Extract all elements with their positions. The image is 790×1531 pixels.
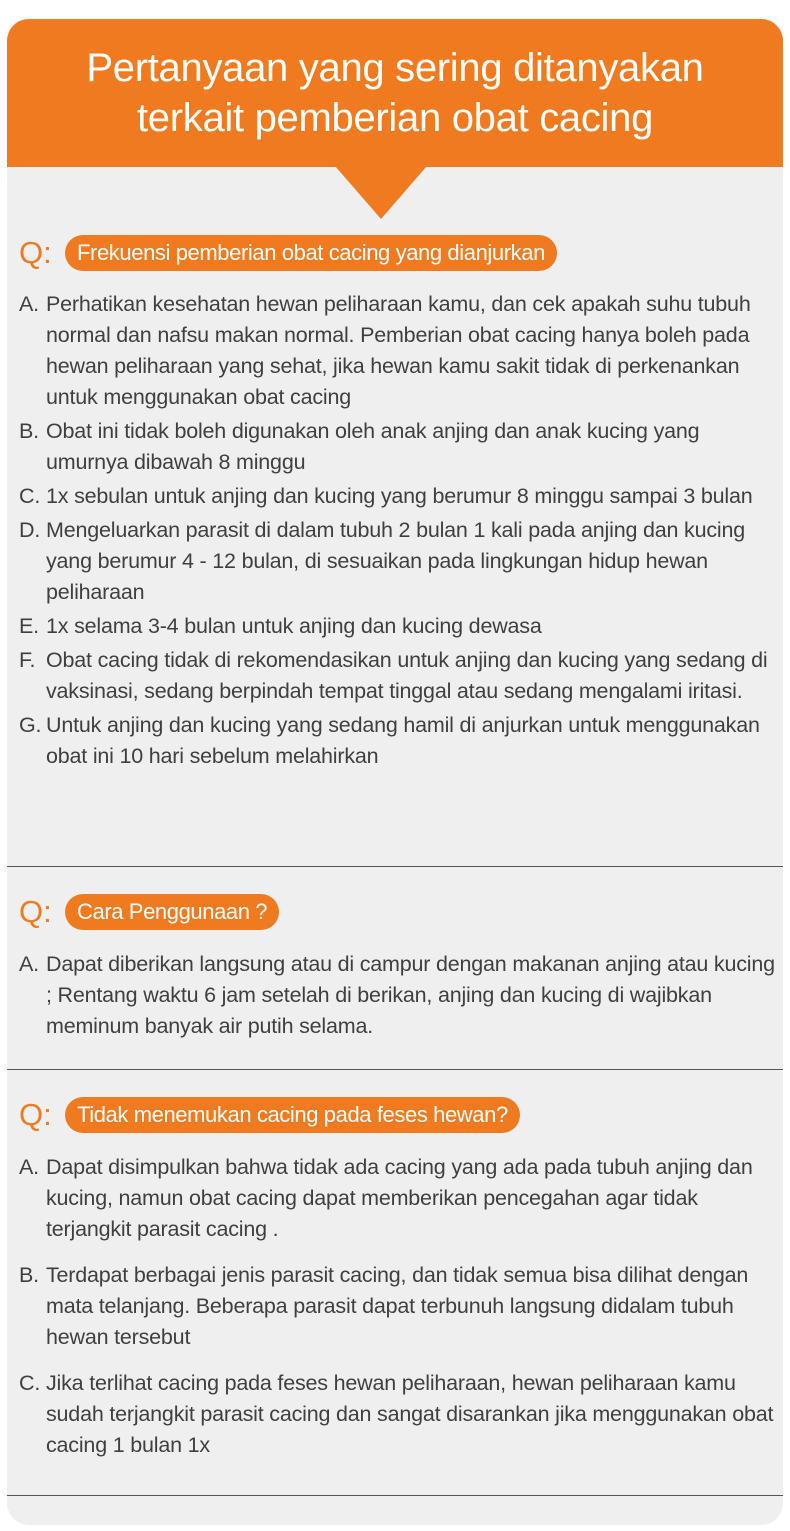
- answer-letter: E.: [19, 614, 39, 638]
- answer-text: Terdapat berbagai jenis parasit cacing, dan tidak semua bisa dilihat dengan mata telanjang. Beberapa parasit dapat terbunuh langsung didalam tubuh hewan tersebut: [46, 1263, 749, 1349]
- answer-text: Obat cacing tidak di rekomendasikan untuk anjing dan kucing yang sedang di vaksinasi, sedang berpindah tempat tinggal atau sedang mengalami iritasi.: [46, 648, 768, 703]
- answer-letter: C.: [19, 484, 41, 508]
- answer-text: Perhatikan kesehatan hewan peliharaan kamu, dan cek apakah suhu tubuh normal dan nafsu makan normal. Pemberian obat cacing hanya boleh pada hewan peliharaan yang sehat, jika hewan kamu sakit tidak di perkenankan untuk menggunakan obat cacing: [46, 292, 751, 409]
- answer-item: [7, 949, 783, 1042]
- answer-letter: A.: [19, 952, 39, 976]
- question-row: [7, 235, 783, 271]
- answer-text: 1x selama 3-4 bulan untuk anjing dan kucing dewasa: [46, 614, 542, 638]
- section-divider: [7, 1069, 783, 1070]
- section-divider: [7, 1495, 783, 1496]
- answer-text: 1x sebulan untuk anjing dan kucing yang berumur 8 minggu sampai 3 bulan: [46, 484, 753, 508]
- question-row: [7, 894, 783, 930]
- answer-item: [7, 1152, 783, 1245]
- answer-text: Untuk anjing dan kucing yang sedang hamil di anjurkan untuk menggunakan obat ini 10 hari sebelum melahirkan: [46, 713, 760, 768]
- answer-letter: B.: [19, 419, 39, 443]
- answer-text: Mengeluarkan parasit di dalam tubuh 2 bulan 1 kali pada anjing dan kucing yang berumur 4 - 12 bulan, di sesuaikan pada lingkungan hidup hewan peliharaan: [46, 518, 745, 604]
- answer-item: [7, 515, 783, 608]
- title-line-2: terkait pemberian obat cacing: [136, 96, 654, 140]
- answer-item: [7, 289, 783, 413]
- page-title: [7, 43, 783, 143]
- answer-letter: A.: [19, 292, 39, 316]
- answer-item: [7, 1260, 783, 1353]
- answer-list: [7, 949, 783, 1042]
- question-mark-label: Q:: [19, 235, 52, 270]
- answer-item: [7, 481, 783, 512]
- answer-text: Jika terlihat cacing pada feses hewan peliharaan, hewan peliharaan kamu sudah terjangkit parasit cacing dan sangat disarankan jika menggunakan obat cacing 1 bulan 1x: [46, 1371, 774, 1457]
- header-pointer-arrow: [335, 166, 427, 219]
- question-pill: Tidak menemukan cacing pada feses hewan?: [65, 1097, 520, 1133]
- answer-item: [7, 611, 783, 642]
- answer-item: [7, 1368, 783, 1461]
- answer-item: [7, 710, 783, 772]
- answer-text: Dapat disimpulkan bahwa tidak ada cacing yang ada pada tubuh anjing dan kucing, namun obat cacing dapat memberikan pencegahan agar tidak terjangkit parasit cacing .: [46, 1155, 753, 1241]
- answer-letter: D.: [19, 518, 41, 542]
- answer-text: Dapat diberikan langsung atau di campur dengan makanan anjing atau kucing ; Rentang waktu 6 jam setelah di berikan, anjing dan kucing di wajibkan meminum banyak air putih selama.: [46, 952, 775, 1038]
- answer-letter: B.: [19, 1263, 39, 1287]
- answer-item: [7, 645, 783, 707]
- question-mark-label: Q:: [19, 1097, 52, 1132]
- question-pill: Cara Penggunaan ?: [65, 894, 279, 930]
- faq-header: [7, 19, 783, 167]
- answer-list: [7, 289, 783, 772]
- section-divider: [7, 866, 783, 867]
- answer-list: [7, 1152, 783, 1461]
- title-line-1: Pertanyaan yang sering ditanyakan: [86, 46, 704, 90]
- faq-card: [7, 19, 783, 1525]
- answer-letter: C.: [19, 1371, 41, 1395]
- answer-text: Obat ini tidak boleh digunakan oleh anak anjing dan anak kucing yang umurnya dibawah 8 minggu: [46, 419, 700, 474]
- question-mark-label: Q:: [19, 894, 52, 929]
- question-row: [7, 1097, 783, 1133]
- question-pill: Frekuensi pemberian obat cacing yang dianjurkan: [65, 235, 557, 271]
- answer-letter: G.: [19, 713, 42, 737]
- answer-letter: A.: [19, 1155, 39, 1179]
- answer-letter: F.: [19, 648, 36, 672]
- answer-item: [7, 416, 783, 478]
